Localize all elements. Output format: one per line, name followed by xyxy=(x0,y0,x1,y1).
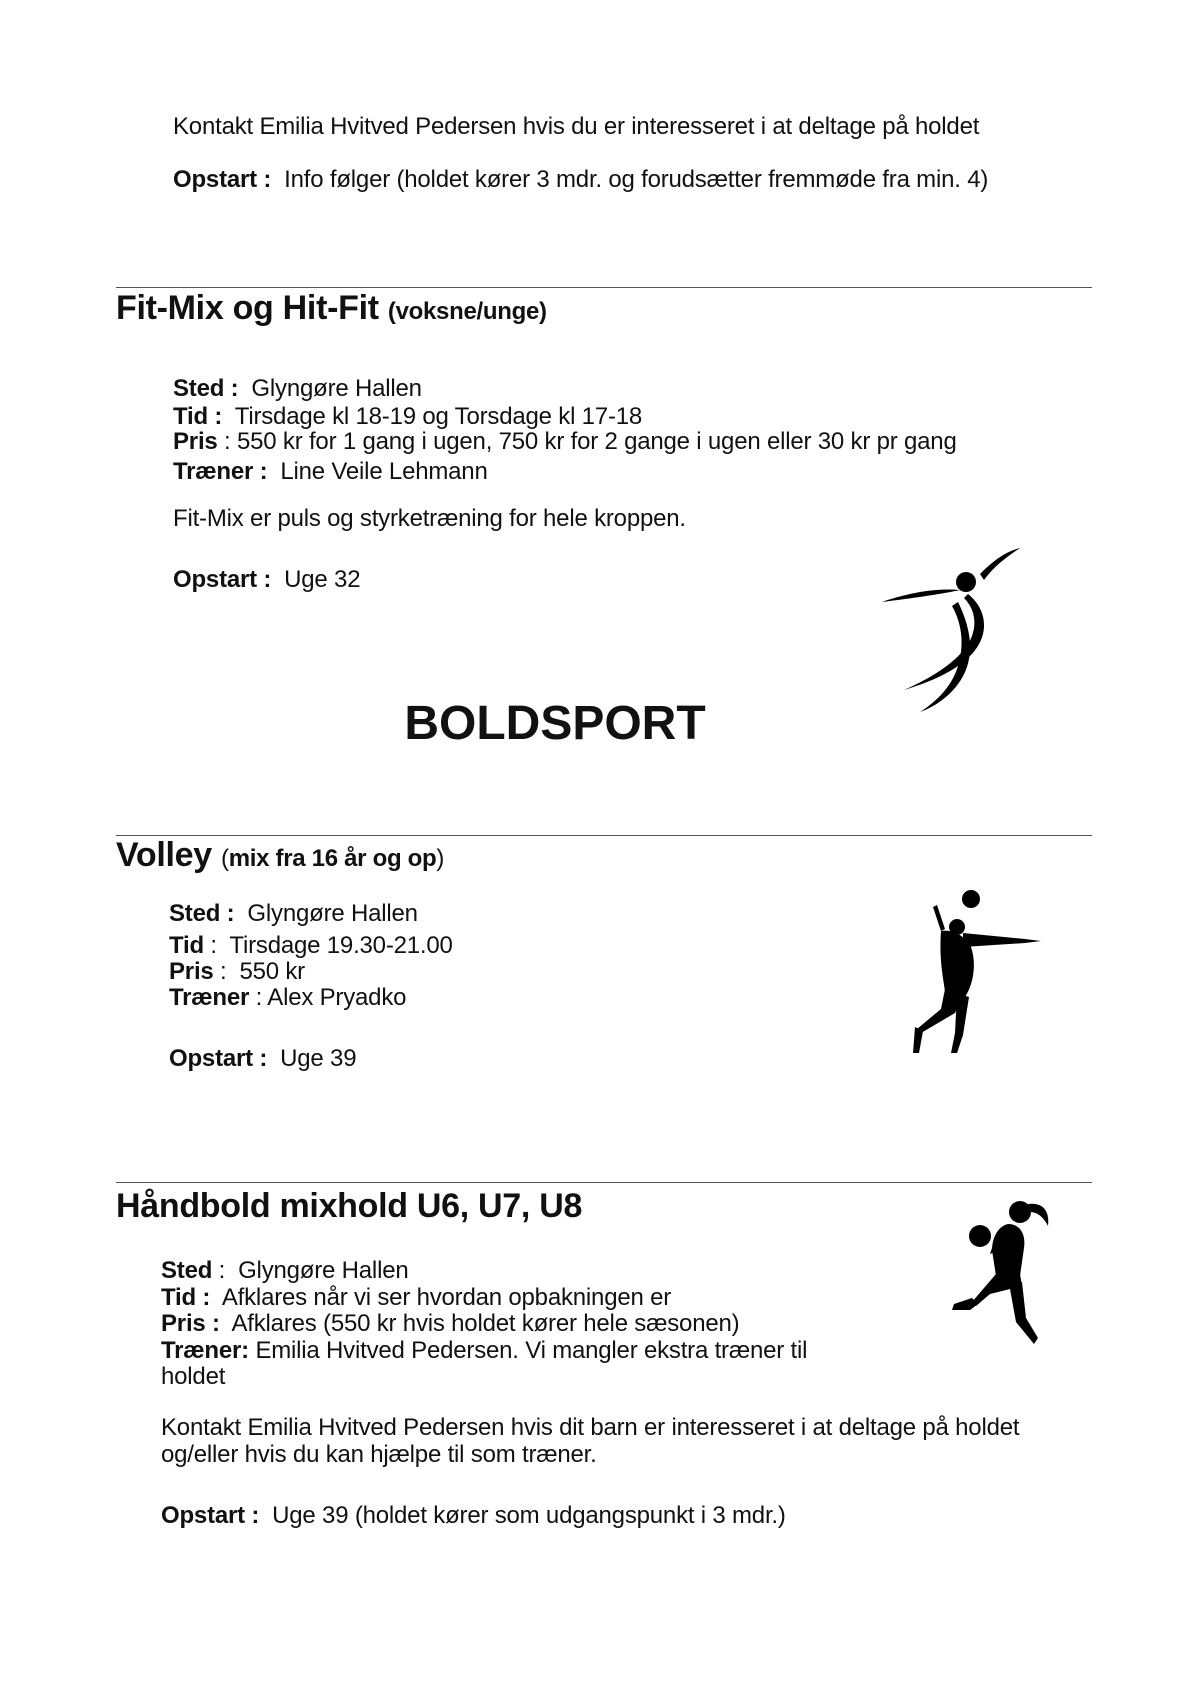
handbold-traener-cont: holdet xyxy=(161,1363,226,1390)
intro-contact: Kontakt Emilia Hvitved Pedersen hvis du er interesseret i at deltage på holdet xyxy=(173,113,980,140)
fitmix-sted-label: Sted xyxy=(173,375,225,402)
handbold-sted: Sted : Glyngøre Hallen xyxy=(161,1257,409,1284)
fitmix-subtitle: (voksne/unge) xyxy=(387,298,547,325)
volley-pris-label: Pris xyxy=(169,958,214,985)
volley-tid-label: Tid xyxy=(169,932,204,959)
volley-start-value: Uge 39 xyxy=(280,1045,357,1072)
handbold-pris-label: Pris xyxy=(161,1310,206,1337)
dancer-figure-icon xyxy=(880,540,1030,715)
handbold-pris: Pris : Afklares (550 kr hvis holdet kører hele sæsonen) xyxy=(161,1310,740,1337)
volley-pris-value: 550 kr xyxy=(239,958,305,985)
fitmix-tid: Tid : Tirsdage kl 18-19 og Torsdage kl 17-18 xyxy=(173,403,643,430)
fitmix-traener-value: Line Veile Lehmann xyxy=(280,458,488,485)
handbold-start-value: Uge 39 (holdet kører som udgangspunkt i 3 mdr.) xyxy=(272,1502,786,1529)
fitmix-start-value: Uge 32 xyxy=(284,566,361,593)
fitmix-start-label: Opstart xyxy=(173,566,257,593)
handbold-start: Opstart : Uge 39 (holdet kører som udgangspunkt i 3 mdr.) xyxy=(161,1502,786,1529)
handball-player-icon xyxy=(950,1198,1060,1353)
fitmix-pris-label: Pris xyxy=(173,428,218,455)
volley-tid: Tid : Tirsdage 19.30-21.00 xyxy=(169,932,453,959)
handbold-tid-label: Tid xyxy=(161,1284,196,1311)
volley-start: Opstart : Uge 39 xyxy=(169,1045,357,1072)
intro-start-value: Info følger (holdet kører 3 mdr. og forudsætter fremmøde fra min. 4) xyxy=(284,166,989,193)
handbold-tid: Tid : Afklares når vi ser hvordan opbakningen er xyxy=(161,1284,672,1311)
intro-start-label: Opstart xyxy=(173,166,257,193)
fitmix-traener: Træner : Line Veile Lehmann xyxy=(173,458,488,485)
fitmix-start: Opstart : Uge 32 xyxy=(173,566,361,593)
fitmix-description: Fit-Mix er puls og styrketræning for hele kroppen. xyxy=(173,505,686,532)
fitmix-heading xyxy=(116,288,547,332)
volley-traener: Træner : Alex Pryadko xyxy=(169,984,407,1011)
section-heading-boldsport: BOLDSPORT xyxy=(404,697,706,750)
handbold-heading: Håndbold mixhold U6, U7, U8 xyxy=(116,1187,583,1225)
volley-heading: Volley (mix fra 16 år og op) xyxy=(116,836,445,874)
fitmix-traener-label: Træner xyxy=(173,458,254,485)
fitmix-pris-value: 550 kr for 1 gang i ugen, 750 kr for 2 gange i ugen eller 30 kr pr gang xyxy=(236,428,957,455)
handbold-contact-1: Kontakt Emilia Hvitved Pedersen hvis dit barn er interesseret i at deltage på holdet xyxy=(161,1414,1020,1441)
volley-sted-label: Sted xyxy=(169,900,221,927)
volley-sted-value: Glyngøre Hallen xyxy=(247,900,418,927)
handbold-sted-label: Sted xyxy=(161,1257,213,1284)
handbold-sted-value: Glyngøre Hallen xyxy=(238,1257,409,1284)
divider-handbold xyxy=(116,1182,1092,1183)
volley-title: Volley xyxy=(116,836,212,874)
fitmix-tid-value: Tirsdage kl 18-19 og Torsdage kl 17-18 xyxy=(234,403,643,430)
volley-traener-label: Træner xyxy=(169,984,250,1011)
intro-start: Opstart : Info følger (holdet kører 3 mdr. og forudsætter fremmøde fra min. 4) xyxy=(173,166,989,193)
fitmix-pris: Pris : 550 kr for 1 gang i ugen, 750 kr for 2 gange i ugen eller 30 kr pr gang xyxy=(173,428,957,455)
fitmix-tid-label: Tid xyxy=(173,403,208,430)
volley-pris: Pris : 550 kr xyxy=(169,958,305,985)
volley-tid-value: Tirsdage 19.30-21.00 xyxy=(229,932,453,959)
fitmix-title: Fit-Mix og Hit-Fit xyxy=(116,289,379,327)
handbold-traener xyxy=(161,1337,807,1365)
handbold-start-label: Opstart xyxy=(161,1502,245,1529)
volleyball-player-icon xyxy=(905,885,1045,1055)
volley-start-label: Opstart xyxy=(169,1045,253,1072)
handbold-tid-value: Afklares når vi ser hvordan opbakningen er xyxy=(221,1284,672,1311)
fitmix-sted-value: Glyngøre Hallen xyxy=(251,375,422,402)
handbold-traener-label: Træner: xyxy=(161,1337,249,1364)
volley-subtitle: mix fra 16 år og op xyxy=(228,845,437,872)
handbold-contact-2: og/eller hvis du kan hjælpe til som træner. xyxy=(161,1441,597,1468)
fitmix-sted: Sted : Glyngøre Hallen xyxy=(173,375,422,402)
handbold-traener-value: Emilia Hvitved Pedersen. Vi mangler ekstra træner til xyxy=(255,1337,808,1364)
handbold-pris-value: Afklares (550 kr hvis holdet kører hele sæsonen) xyxy=(231,1310,740,1337)
volley-traener-value: Alex Pryadko xyxy=(267,984,407,1011)
volley-sted: Sted : Glyngøre Hallen xyxy=(169,900,418,927)
